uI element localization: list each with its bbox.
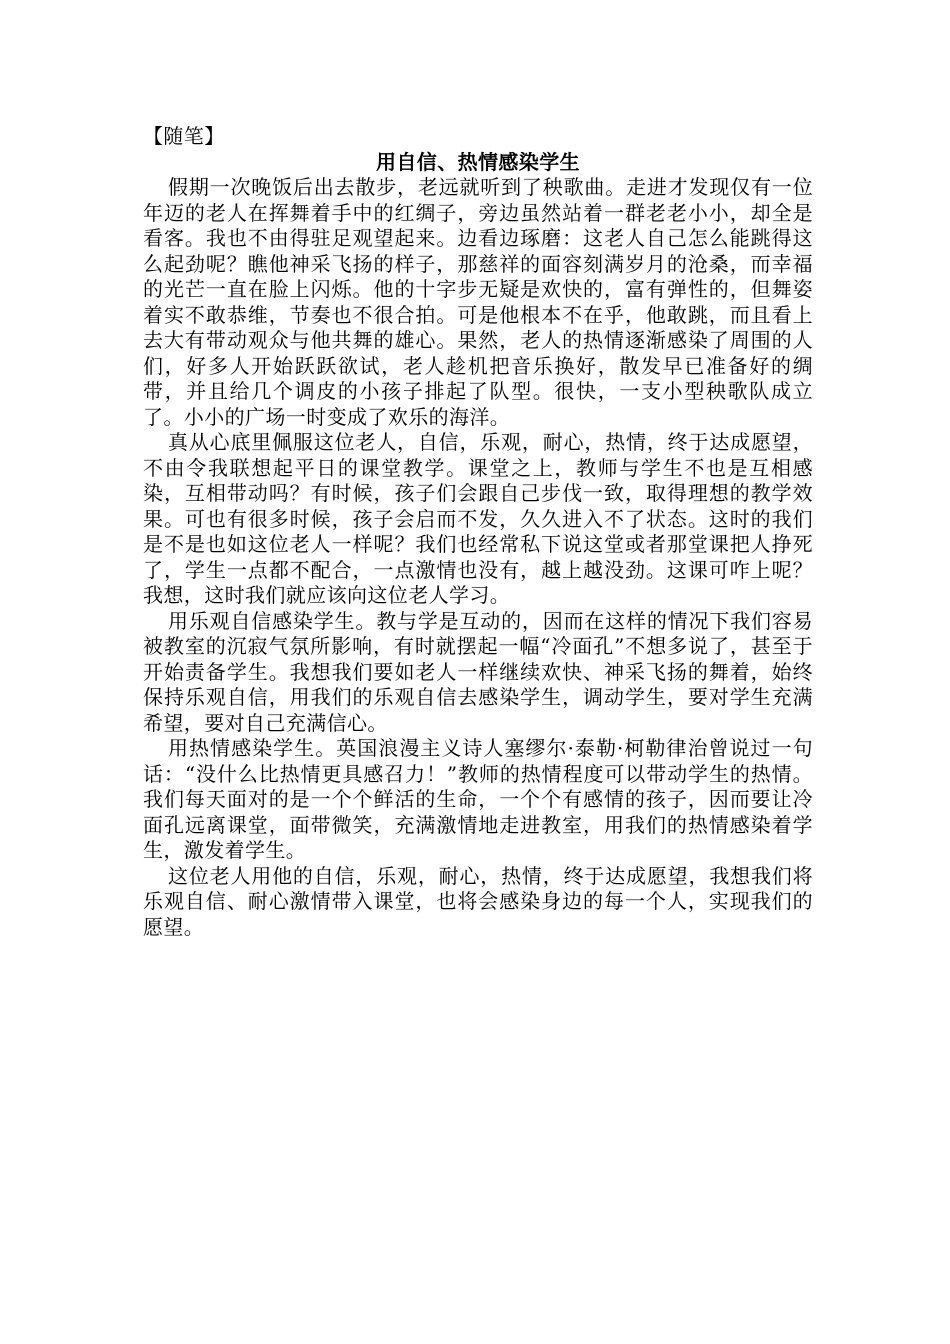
paragraph-1: 假期一次晚饭后出去散步，老远就听到了秧歌曲。走进才发现仅有一位年迈的老人在挥舞着手中的红绸子，旁边虽然站着一群老老小小，却全是看客。我也不由得驻足观望起来。边看边琢磨：这老人自己怎么能跳得这么起劲呢？瞧他神采飞扬的样子，那慈祥的面容刻满岁月的沧桑，而幸福的光芒一直在脸上闪烁。他的十字步无疑是欢快的，富有弹性的，但舞姿着实不敢恭维，节奏也不很合拍。可是他根本不在乎，他敢跳，而且看上去大有带动观众与他共舞的雄心。果然，老人的热情逐渐感染了周围的人们，好多人开始跃跃欲试，老人趁机把音乐换好，散发早已准备好的绸带，并且给几个调皮的小孩子排起了队型。很快，一支小型秧歌队成立了。小小的广场一时变成了欢乐的海洋。 — [143, 175, 813, 429]
paragraph-2: 真从心底里佩服这位老人，自信，乐观，耐心，热情，终于达成愿望，不由令我联想起平日的课堂教学。课堂之上，教师与学生不也是互相感染，互相带动吗？有时候，孩子们会跟自己步伐一致，取得理想的教学效果。可也有很多时候，孩子会启而不发，久久进入不了状态。这时的我们是不是也如这位老人一样呢？我们也经常私下说这堂或者那堂课把人挣死了，学生一点都不配合，一点激情也没有，越上越没劲。这课可咋上呢？我想，这时我们就应该向这位老人学习。 — [143, 430, 813, 607]
paragraph-3: 用乐观自信感染学生。教与学是互动的，因而在这样的情况下我们容易被教室的沉寂气氛所影响，有时就摆起一幅“冷面孔”不想多说了，甚至于开始责备学生。我想我们要如老人一样继续欢快、神采飞扬的舞着，始终保持乐观自信，用我们的乐观自信去感染学生，调动学生，要对学生充满希望，要对自己充满信心。 — [143, 608, 813, 735]
article-title: 用自信、热情感染学生 — [376, 149, 580, 174]
paragraph-4: 用热情感染学生。英国浪漫主义诗人塞缪尔·泰勒·柯勒律治曾说过一句话：“没什么比热情更具感召力！”教师的热情程度可以带动学生的热情。我们每天面对的是一个个鲜活的生命，一个个有感情的孩子，因而要让冷面孔远离课堂，面带微笑，充满激情地走进教室，用我们的热情感染着学生，激发着学生。 — [143, 736, 813, 862]
category-label: 【随笔】 — [143, 124, 225, 148]
document-body — [143, 124, 813, 940]
paragraph-5: 这位老人用他的自信，乐观，耐心，热情，终于达成愿望，我想我们将乐观自信、耐心激情带入课堂，也将会感染身边的每一个人，实现我们的愿望。 — [143, 863, 813, 939]
